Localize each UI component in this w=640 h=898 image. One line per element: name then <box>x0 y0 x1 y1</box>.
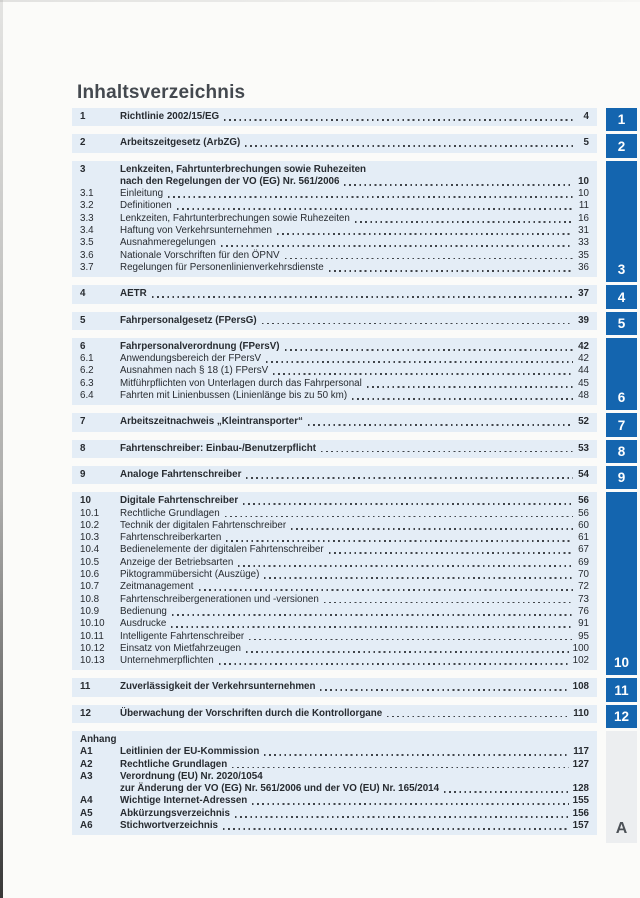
toc-section-label <box>80 734 589 746</box>
toc-entry-page: 5 <box>583 137 589 149</box>
table-of-contents <box>72 108 597 843</box>
toc-entry-title: Ausnahmen nach § 18 (1) FPersV <box>120 365 269 377</box>
toc-entry-page: 72 <box>578 581 589 593</box>
toc-group <box>72 413 597 431</box>
toc-entry <box>80 795 589 807</box>
toc-entry <box>80 137 589 149</box>
toc-entry-number: 8 <box>80 442 86 454</box>
toc-entry-page: 108 <box>572 681 589 693</box>
toc-entry-number: 3.1 <box>80 188 94 200</box>
toc-entry <box>80 606 589 618</box>
dot-leader <box>387 716 569 718</box>
toc-entry-page: 127 <box>572 758 589 770</box>
toc-entry-number: 6 <box>80 340 86 352</box>
toc-entry-title: Wichtige Internet-Adressen <box>120 795 248 807</box>
toc-group <box>72 338 597 405</box>
toc-entry-number: 7 <box>80 416 86 428</box>
toc-entry <box>80 631 589 643</box>
toc-entry-page: 110 <box>573 707 589 719</box>
toc-entry-number: 3.7 <box>80 261 94 273</box>
toc-entry-title: Analoge Fahrtenschreiber <box>120 468 242 480</box>
toc-entry <box>80 759 589 771</box>
toc-entry-page: 53 <box>578 442 589 454</box>
toc-entry <box>80 443 589 455</box>
toc-entry-number: 10.8 <box>80 593 100 605</box>
dot-leader <box>232 767 568 769</box>
toc-entry-number: 3.6 <box>80 249 94 261</box>
toc-entry <box>80 520 589 532</box>
dot-leader <box>285 258 573 260</box>
toc-entry <box>80 353 589 365</box>
dot-leader <box>199 589 573 591</box>
toc-entry-page: 155 <box>572 795 589 807</box>
toc-entry-page: 73 <box>578 593 589 605</box>
toc-entry <box>80 594 589 606</box>
toc-entry-number: 3.3 <box>80 212 94 224</box>
toc-entry-number: 6.1 <box>80 353 94 365</box>
dot-leader <box>249 639 573 641</box>
dot-leader <box>246 651 569 653</box>
toc-entry-title: Fahrtenschreibergenerationen und -versionen <box>120 593 319 605</box>
toc-entry-page: 157 <box>572 820 589 832</box>
toc-entry-title: Haftung von Verkehrsunternehmen <box>120 225 272 237</box>
toc-entry-page: 95 <box>578 630 589 642</box>
toc-group <box>72 440 597 458</box>
toc-entry-title: Leitlinien der EU-Kommission <box>120 746 260 758</box>
toc-entry-number: 10.4 <box>80 544 100 556</box>
toc-entry-number: A1 <box>80 746 93 758</box>
dot-leader <box>266 361 573 363</box>
toc-entry-number: A4 <box>80 795 93 807</box>
dot-leader <box>219 663 569 665</box>
dot-leader <box>262 323 573 325</box>
toc-entry-title: Fahrpersonalgesetz (FPersG) <box>120 314 257 326</box>
toc-entry-title: Verordnung (EU) Nr. 2020/1054 <box>120 770 263 782</box>
toc-entry-page: 76 <box>578 605 589 617</box>
toc-entry-page: 69 <box>578 556 589 568</box>
toc-entry <box>80 416 589 428</box>
dot-leader <box>235 816 569 818</box>
toc-entry-title: Einleitung <box>120 188 164 200</box>
toc-entry-page: 128 <box>572 783 589 795</box>
toc-entry <box>80 618 589 630</box>
toc-entry-title: Anwendungsbereich der FPersV <box>120 353 262 365</box>
dot-leader <box>367 386 573 388</box>
toc-entry-title: nach den Regelungen der VO (EG) Nr. 561/2006 <box>120 175 340 187</box>
toc-group <box>72 492 597 670</box>
dot-leader <box>352 398 573 400</box>
edge-tab-5: 5 <box>606 312 637 335</box>
toc-entry-number: 10.11 <box>80 630 104 642</box>
toc-entry-number: 3.5 <box>80 237 94 249</box>
toc-entry-title: Rechtliche Grundlagen <box>120 758 228 770</box>
dot-leader <box>223 828 569 830</box>
toc-entry-page: 10 <box>578 175 589 187</box>
toc-group <box>72 312 597 330</box>
toc-group <box>72 705 597 723</box>
toc-entry-title: Digitale Fahrtenschreiber <box>120 495 239 507</box>
dot-leader <box>320 689 568 691</box>
toc-entry <box>80 495 589 507</box>
toc-entry-page: 16 <box>578 212 589 224</box>
edge-tab-10: 10 <box>606 492 637 675</box>
toc-entry-title: AETR <box>120 288 147 300</box>
toc-entry-title: Piktogrammübersicht (Auszüge) <box>120 569 260 581</box>
toc-entry-page: 42 <box>578 340 589 352</box>
toc-entry <box>80 771 589 783</box>
toc-entry-page: 31 <box>578 225 589 237</box>
toc-entry-number: 10.3 <box>80 532 100 544</box>
toc-entry <box>80 708 589 720</box>
toc-entry-number: 10.2 <box>80 519 100 531</box>
edge-tab-6: 6 <box>606 338 637 410</box>
edge-tab-12: 12 <box>606 705 637 728</box>
toc-entry-title: Stichwortverzeichnis <box>120 820 218 832</box>
toc-entry-page: 91 <box>578 618 589 630</box>
toc-entry-page: 56 <box>578 495 589 507</box>
dot-leader <box>252 803 568 805</box>
toc-entry-number: 10.10 <box>80 618 105 630</box>
dot-leader <box>221 245 573 247</box>
toc-entry-title: Ausnahmeregelungen <box>120 237 216 249</box>
toc-entry-page: 60 <box>578 519 589 531</box>
toc-entry-number: 3.2 <box>80 200 94 212</box>
toc-group <box>72 678 597 696</box>
toc-entry-number: 10.7 <box>80 581 100 593</box>
toc-entry-title: Rechtliche Grundlagen <box>120 507 220 519</box>
toc-entry-title: Überwachung der Vorschriften durch die Kontrollorgane <box>120 707 383 719</box>
toc-entry <box>80 820 589 832</box>
toc-entry <box>80 164 589 176</box>
edge-tab-1: 1 <box>606 108 637 131</box>
toc-entry <box>80 508 589 520</box>
toc-entry-number: 6.4 <box>80 390 94 402</box>
toc-entry <box>80 469 589 481</box>
toc-group <box>72 134 597 152</box>
toc-entry-title: Bedienelemente der digitalen Fahrtenschreiber <box>120 544 324 556</box>
toc-entry-number: 6.2 <box>80 365 94 377</box>
toc-entry-number: 10.13 <box>80 655 105 667</box>
toc-entry-title: Mitführpflichten von Unterlagen durch das Fahrpersonal <box>120 377 362 389</box>
toc-entry-number: 10.12 <box>80 642 105 654</box>
toc-entry <box>80 808 589 820</box>
toc-entry <box>80 783 589 795</box>
toc-entry-title: Arbeitszeitgesetz (ArbZG) <box>120 137 241 149</box>
toc-entry-title: Technik der digitalen Fahrtenschreiber <box>120 519 287 531</box>
toc-entry <box>80 681 589 693</box>
toc-entry-page: 102 <box>572 655 589 667</box>
toc-group <box>72 466 597 484</box>
dot-leader <box>238 565 573 567</box>
toc-entry-number: 10.6 <box>80 569 100 581</box>
toc-entry-number: Anhang <box>80 733 117 745</box>
toc-entry-page: 33 <box>578 237 589 249</box>
toc-entry-page: 54 <box>578 468 589 480</box>
edge-tab-8: 8 <box>606 440 637 463</box>
toc-entry-page: 70 <box>578 569 589 581</box>
toc-entry-page: 10 <box>578 188 589 200</box>
toc-entry <box>80 544 589 556</box>
toc-entry-title: zur Änderung der VO (EG) Nr. 561/2006 und der VO (EU) Nr. 165/2014 <box>120 783 440 795</box>
dot-leader <box>172 614 573 616</box>
toc-entry-title: Intelligente Fahrtenschreiber <box>120 630 245 642</box>
toc-entry-number: 10.9 <box>80 605 100 617</box>
dot-leader <box>273 373 573 375</box>
toc-entry-number: 2 <box>80 137 86 149</box>
toc-entry <box>80 188 589 200</box>
toc-entry-title: Ausdrucke <box>120 618 167 630</box>
toc-entry-title: Anzeige der Betriebsarten <box>120 556 234 568</box>
dot-leader <box>355 221 573 223</box>
toc-entry-page: 37 <box>578 288 589 300</box>
dot-leader <box>444 791 569 793</box>
toc-entry-page: 36 <box>578 261 589 273</box>
dot-leader <box>277 233 573 235</box>
toc-entry-number: 10.5 <box>80 556 100 568</box>
toc-entry <box>80 288 589 300</box>
toc-entry <box>80 341 589 353</box>
edge-tab-3: 3 <box>606 161 637 282</box>
toc-entry-number: 10 <box>80 495 91 507</box>
scan-edge-shadow <box>0 0 3 898</box>
dot-leader <box>308 424 573 426</box>
dot-leader <box>264 754 569 756</box>
toc-entry <box>80 655 589 667</box>
dot-leader <box>321 451 573 453</box>
edge-tab-9: 9 <box>606 466 637 489</box>
toc-entry-number: 12 <box>80 707 91 719</box>
toc-group <box>72 161 597 278</box>
toc-entry-number: 5 <box>80 314 86 326</box>
toc-entry-number: A5 <box>80 807 93 819</box>
dot-leader <box>329 552 573 554</box>
toc-entry-number: 3 <box>80 163 86 175</box>
toc-entry <box>80 581 589 593</box>
toc-entry-number: 11 <box>80 681 91 693</box>
toc-entry-title: Fahrpersonalverordnung (FPersV) <box>120 340 280 352</box>
toc-entry-title: Fahrten mit Linienbussen (Linienlänge bis zu 50 km) <box>120 390 348 402</box>
toc-entry-number: 1 <box>80 111 86 122</box>
toc-entry <box>80 200 589 212</box>
dot-leader <box>152 296 573 298</box>
toc-entry <box>80 250 589 262</box>
toc-entry-page: 56 <box>578 507 589 519</box>
toc-group <box>72 285 597 303</box>
toc-entry-title: Nationale Vorschriften für den ÖPNV <box>120 249 280 261</box>
toc-entry <box>80 315 589 327</box>
toc-entry <box>80 746 589 758</box>
toc-entry <box>80 378 589 390</box>
toc-entry-title: Lenkzeiten, Fahrtunterbrechungen sowie Ruhezeiten <box>120 212 350 224</box>
toc-entry-page: 44 <box>578 365 589 377</box>
edge-tab-a: A <box>606 731 637 843</box>
dot-leader <box>291 528 573 530</box>
toc-entry <box>80 225 589 237</box>
toc-entry-page: 67 <box>578 544 589 556</box>
toc-entry-title: Bedienung <box>120 605 167 617</box>
toc-entry <box>80 176 589 188</box>
toc-entry-title: Richtlinie 2002/15/EG <box>120 111 220 122</box>
toc-entry <box>80 262 589 274</box>
toc-entry-page: 11 <box>578 200 589 212</box>
dot-leader <box>225 516 573 518</box>
dot-leader <box>171 626 573 628</box>
dot-leader <box>226 540 573 542</box>
toc-entry-page: 42 <box>578 353 589 365</box>
toc-entry-title: Lenkzeiten, Fahrtunterbrechungen sowie Ruhezeiten <box>120 163 367 175</box>
toc-entry-page: 4 <box>583 111 589 122</box>
toc-entry-page: 45 <box>578 377 589 389</box>
toc-entry-title: Definitionen <box>120 200 172 212</box>
dot-leader <box>177 208 573 210</box>
toc-entry-page: 39 <box>578 314 589 326</box>
toc-entry-number: 10.1 <box>80 507 100 519</box>
toc-entry-title: Fahrtenschreiber: Einbau-/Benutzerpflicht <box>120 442 316 454</box>
toc-entry-number: 6.3 <box>80 377 94 389</box>
dot-leader <box>224 119 573 121</box>
page-title: Inhaltsverzeichnis <box>77 82 246 103</box>
edge-tab-7: 7 <box>606 413 637 437</box>
toc-entry <box>80 237 589 249</box>
toc-entry <box>80 557 589 569</box>
toc-entry-page: 61 <box>578 532 589 544</box>
toc-entry-page: 117 <box>573 746 589 758</box>
toc-entry <box>80 532 589 544</box>
toc-entry-number: 9 <box>80 468 86 480</box>
dot-leader <box>245 145 573 147</box>
toc-entry <box>80 111 589 123</box>
toc-entry <box>80 365 589 377</box>
scan-top-shadow <box>0 0 640 2</box>
dot-leader <box>285 349 573 351</box>
dot-leader <box>168 196 573 198</box>
dot-leader <box>264 577 573 579</box>
toc-entry <box>80 213 589 225</box>
toc-group <box>72 731 597 835</box>
toc-entry-page: 52 <box>578 416 589 428</box>
toc-entry-page: 35 <box>578 249 589 261</box>
dot-leader <box>344 184 573 186</box>
toc-entry <box>80 569 589 581</box>
toc-entry-number: 4 <box>80 288 86 300</box>
toc-entry-title: Einsatz von Mietfahrzeugen <box>120 642 241 654</box>
edge-tab-11: 11 <box>606 678 637 702</box>
toc-entry-title: Arbeitszeitnachweis „Kleintransporter“ <box>120 416 303 428</box>
edge-tab-2: 2 <box>606 134 637 158</box>
dot-leader <box>329 270 573 272</box>
toc-entry-number: A6 <box>80 820 93 832</box>
toc-entry-page: 48 <box>578 390 589 402</box>
toc-entry-number: A3 <box>80 770 93 782</box>
toc-entry <box>80 390 589 402</box>
dot-leader <box>243 503 573 505</box>
dot-leader <box>246 477 573 479</box>
toc-group <box>72 108 597 126</box>
toc-entry-title: Unternehmerpflichten <box>120 655 214 667</box>
toc-entry-title: Abkürzungsverzeichnis <box>120 807 230 819</box>
toc-entry <box>80 643 589 655</box>
toc-entry-title: Fahrtenschreiberkarten <box>120 532 222 544</box>
toc-entry-title: Zuverlässigkeit der Verkehrsunternehmen <box>120 681 316 693</box>
toc-entry-title: Regelungen für Personenlinienverkehrsdienste <box>120 261 324 273</box>
dot-leader <box>324 602 573 604</box>
toc-entry-number: A2 <box>80 758 93 770</box>
toc-entry-page: 100 <box>572 642 589 654</box>
toc-entry-page: 156 <box>572 807 589 819</box>
toc-entry-number: 3.4 <box>80 225 94 237</box>
toc-entry-title: Zeitmanagement <box>120 581 194 593</box>
edge-tab-4: 4 <box>606 285 637 309</box>
